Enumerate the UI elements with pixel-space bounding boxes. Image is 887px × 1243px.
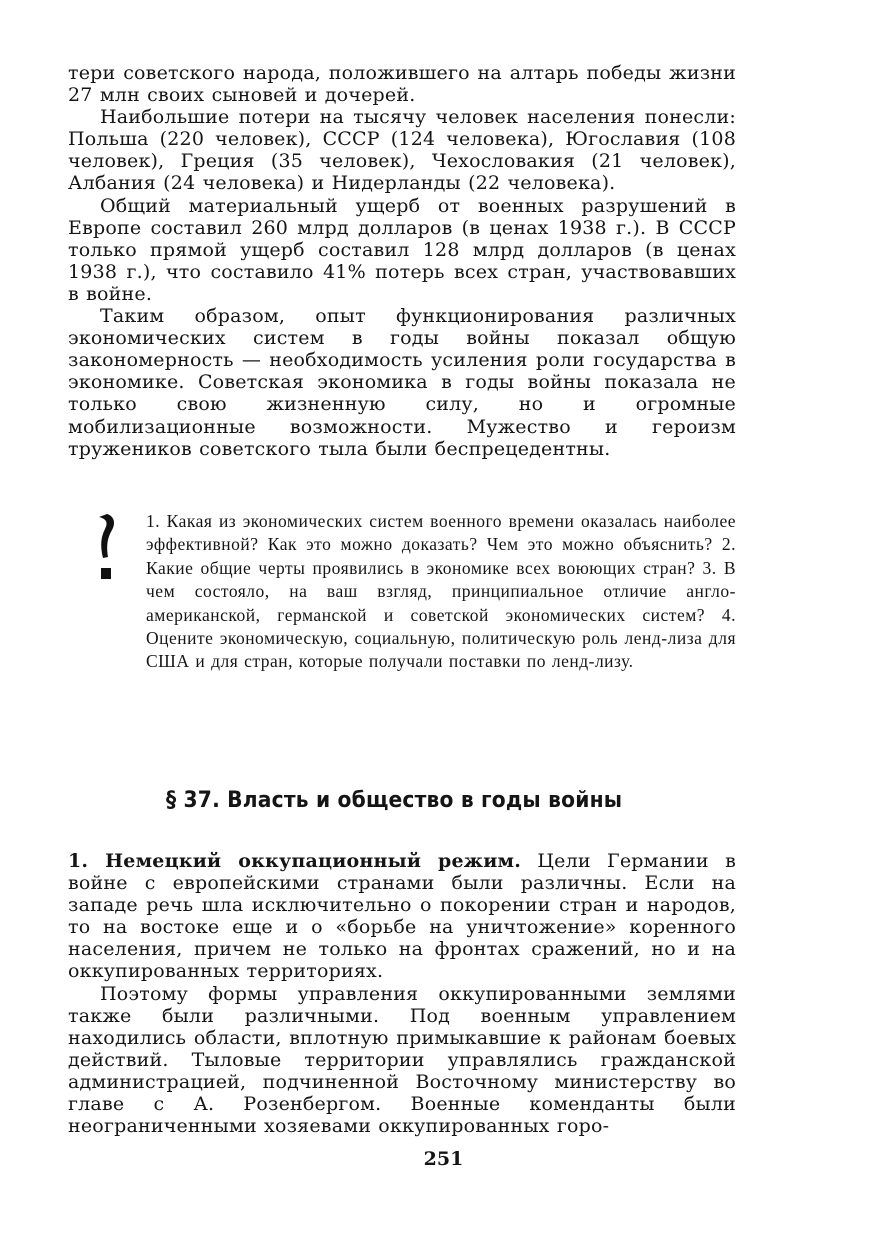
question-mark-icon xyxy=(93,513,119,583)
section-title: § 37. Власть и общество в годы войны xyxy=(166,788,623,813)
paragraph-continuation: тери советского народа, положившего на алтарь победы жизни 27 млн своих сыновей и дочерей. xyxy=(68,62,736,107)
paragraph-losses: Наибольшие потери на тысячу человек населения понесли: Польша (220 человек), СССР (124 человека), Югославия (108 человек), Греция (35 человек), Чехословакия (21 человек), Албания (24 человека) и Нидерланды (22 человека). xyxy=(68,106,736,195)
paragraph-damage: Общий материальный ущерб от военных разрушений в Европе составил 260 млрд долларов (в ценах 1938 г.). В СССР только прямой ущерб составил 128 млрд долларов (в ценах 1938 г.), что составило 41% потерь всех стран, участвовавших в войне. xyxy=(68,194,736,305)
paragraph-forms: Поэтому формы управления оккупированными землями также были различными. Под военным управлением находились области, вплотную примыкавшие к районам боевых действий. Тыловые территории управлялись гражданской администрацией, подчиненной Восточному министерству во главе с А. Розенбергом. Военные коменданты были неограниченными хозяевами оккупированных горо- xyxy=(68,982,736,1138)
paragraph-conclusion: Таким образом, опыт функционирования различных экономических систем в годы войны показал общую закономерность — необходимость усиления роли государства в экономике. Советская экономика в годы войны показала не только свою жизненную силу, но и огромные мобилизационные возможности. Мужество и героизм тружеников советского тыла были беспрецедентны. xyxy=(68,305,736,460)
section-text xyxy=(68,850,736,1137)
review-questions: 1. Какая из экономических систем военного времени оказалась наиболее эффективной? Как это можно доказать? Чем это можно объяснить? 2. Какие общие черты проявились в экономике всех воюющих стран? 3. В чем состояло, на ваш взгляд, принципиальное отличие англо-американской, германской и советской экономических систем? 4. Оцените экономическую, социальную, политическую роль ленд-лиза для США и для стран, которые получали поставки по ленд-лизу. xyxy=(146,511,736,672)
subsection-heading: 1. Немецкий оккупационный режим. xyxy=(68,850,522,872)
intro-text xyxy=(68,62,736,460)
subsection-text: Цели Германии в войне с европейскими странами были различны. Если на западе речь шла исключительно о покорении стран и народов, то на востоке еще и о «борьбе на уничтожение» коренного населения, причем не только на фронтах сражений, но и на оккупированных территориях. xyxy=(68,850,736,983)
page-number: 251 xyxy=(423,1148,464,1170)
